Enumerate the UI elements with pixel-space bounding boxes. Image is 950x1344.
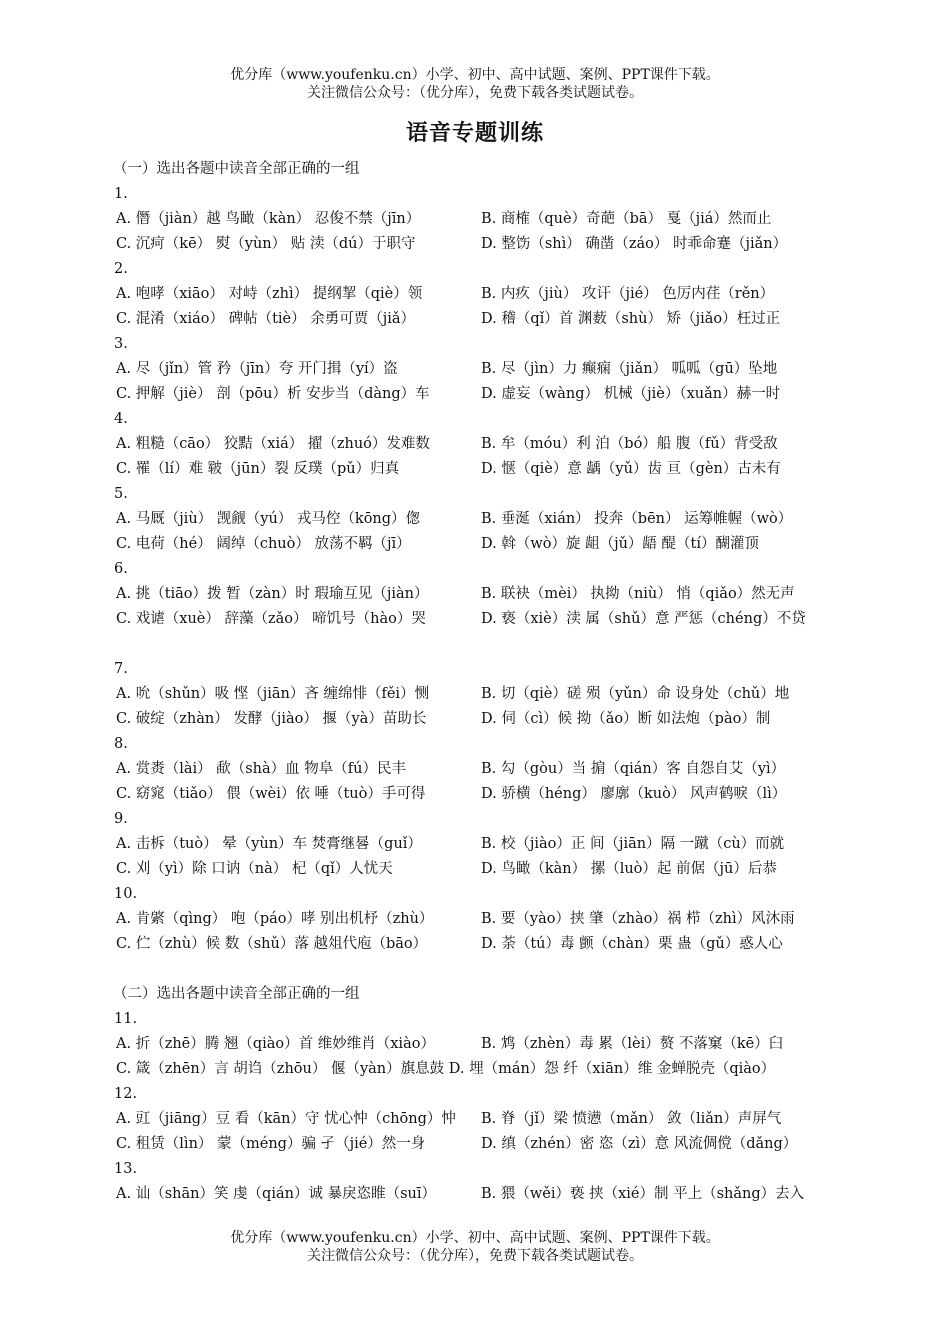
question-6-option-b: B. 联袂（mèi） 执拗（niù） 悄（qiǎo）然无声 xyxy=(481,586,795,602)
question-6-option-d: D. 亵（xiè）渎 属（shǔ）意 严惩（chéng）不贷 xyxy=(481,611,806,627)
question-8-option-c: C. 窈窕（tiǎo） 偎（wèi）依 唾（tuò）手可得 xyxy=(116,786,426,802)
question-1-option-c: C. 沉疴（kē） 熨（yùn） 贴 渎（dú）于职守 xyxy=(116,236,416,252)
question-8-option-d: D. 骄横（héng） 廖廓（kuò） 风声鹤唳（lì） xyxy=(481,786,787,802)
header-line-2: 关注微信公众号：（优分库），免费下载各类试题试卷。 xyxy=(307,85,643,101)
question-8-option-a: A. 赏赉（lài） 歃（shà）血 物阜（fú）民丰 xyxy=(116,761,406,777)
question-1-number: 1. xyxy=(114,186,128,202)
question-10-option-a: A. 肯綮（qìng） 咆（páo）哮 别出机杼（zhù） xyxy=(116,911,434,927)
question-13-row-ab xyxy=(113,1182,853,1207)
question-5-option-b: B. 垂涎（xián） 投奔（bēn） 运筹帷幄（wò） xyxy=(481,511,793,527)
question-12-row-ab xyxy=(113,1107,853,1132)
document-body xyxy=(113,157,853,1207)
question-10-row-cd xyxy=(113,932,853,957)
question-12-option-a: A. 豇（jiāng）豆 看（kān）守 忧心忡（chōng）忡 xyxy=(116,1111,456,1127)
question-6-option-c: C. 戏谑（xuè） 辞藻（zǎo） 啼饥号（hào）哭 xyxy=(116,611,426,627)
question-7-row-cd xyxy=(113,707,853,732)
page-footer xyxy=(0,1229,950,1265)
question-9-row-ab xyxy=(113,832,853,857)
question-6-number: 6. xyxy=(114,561,128,577)
question-10-option-b: B. 要（yào）挟 肇（zhào）祸 栉（zhì）风沐雨 xyxy=(481,911,795,927)
question-5-number: 5. xyxy=(114,486,128,502)
header-line-1: 优分库（www.youfenku.cn）小学、初中、高中试题、案例、PPT课件下载。 xyxy=(230,67,720,83)
question-8-number: 8. xyxy=(114,736,128,752)
question-12-option-b: B. 脊（jǐ）梁 愤懑（mǎn） 敛（liǎn）声屏气 xyxy=(481,1111,782,1127)
question-11-row-ab xyxy=(113,1032,853,1057)
question-9-option-a: A. 击柝（tuò） 晕（yùn）车 焚膏继晷（guǐ） xyxy=(116,836,422,852)
question-7-row-ab xyxy=(113,682,853,707)
question-2-option-c: C. 混淆（xiáo） 碑帖（tiè） 余勇可贾（jiǎ） xyxy=(116,311,416,327)
question-9-option-d: D. 鸟瞰（kàn） 摞（luò）起 前倨（jū）后恭 xyxy=(481,861,777,877)
question-3-number: 3. xyxy=(114,336,128,352)
page-header xyxy=(0,66,950,102)
footer-line-1: 优分库（www.youfenku.cn）小学、初中、高中试题、案例、PPT课件下载。 xyxy=(230,1230,720,1246)
question-10-number: 10. xyxy=(114,886,138,902)
question-8-option-b: B. 勾（gòu）当 掮（qián）客 自怨自艾（yì） xyxy=(481,761,786,777)
question-4-option-b: B. 牟（móu）利 泊（bó）船 腹（fǔ）背受敌 xyxy=(481,436,778,452)
question-1-option-d: D. 整饬（shì） 确凿（záo） 时乖命蹇（jiǎn） xyxy=(481,236,788,252)
question-10-row-ab xyxy=(113,907,853,932)
question-11-option-b: B. 鸩（zhèn）毒 累（lèi）赘 不落窠（kē）臼 xyxy=(481,1036,784,1052)
question-8-row-ab xyxy=(113,757,853,782)
question-11-row-cd: C. 箴（zhēn）言 胡诌（zhōu） 偃（yàn）旗息鼓 D. 埋（mán）怨 纤（xiān）维 金蝉脱壳（qiào） xyxy=(116,1061,776,1077)
question-10-option-c: C. 伫（zhù）候 数（shǔ）落 越俎代庖（bāo） xyxy=(116,936,428,952)
question-4-number: 4. xyxy=(114,411,128,427)
footer-line-2: 关注微信公众号：（优分库），免费下载各类试题试卷。 xyxy=(307,1248,643,1264)
section-1-title: （一）选出各题中读音全部正确的一组 xyxy=(113,161,360,177)
question-5-option-d: D. 斡（wò）旋 龃（jǔ）龉 醍（tí）醐灌顶 xyxy=(481,536,759,552)
question-2-number: 2. xyxy=(114,261,128,277)
question-5-option-c: C. 电荷（hé） 阔绰（chuò） 放荡不羁（jī） xyxy=(116,536,411,552)
question-2-row-cd xyxy=(113,307,853,332)
question-7-option-b: B. 切（qiè）磋 殒（yǔn）命 设身处（chǔ）地 xyxy=(481,686,790,702)
question-11-option-a: A. 折（zhē）腾 翘（qiào）首 维妙维肖（xiào） xyxy=(116,1036,435,1052)
question-9-number: 9. xyxy=(114,811,128,827)
question-3-row-ab xyxy=(113,357,853,382)
question-4-option-a: A. 粗糙（cāo） 狡黠（xiá） 擢（zhuó）发难数 xyxy=(116,436,430,452)
question-8-row-cd xyxy=(113,782,853,807)
question-3-row-cd xyxy=(113,382,853,407)
question-5-row-cd xyxy=(113,532,853,557)
question-4-option-c: C. 罹（lí）难 皲（jūn）裂 反璞（pǔ）归真 xyxy=(116,461,400,477)
question-6-row-ab xyxy=(113,582,853,607)
question-10-option-d: D. 荼（tú）毒 颤（chàn）栗 蛊（gǔ）惑人心 xyxy=(481,936,783,952)
question-3-option-a: A. 尽（jǐn）管 矜（jīn）夸 开门揖（yí）盗 xyxy=(116,361,398,377)
question-13-option-a: A. 讪（shān）笑 虔（qián）诚 暴戾恣睢（suī） xyxy=(116,1186,436,1202)
question-12-option-c: C. 租赁（lìn） 蒙（méng）骗 孑（jié）然一身 xyxy=(116,1136,426,1152)
question-9-row-cd xyxy=(113,857,853,882)
question-9-option-b: B. 校（jiào）正 间（jiān）隔 一蹴（cù）而就 xyxy=(481,836,785,852)
question-3-option-b: B. 尽（jìn）力 癫痫（jiǎn） 呱呱（gū）坠地 xyxy=(481,361,778,377)
question-4-option-d: D. 惬（qiè）意 龋（yǔ）齿 亘（gèn）古未有 xyxy=(481,461,781,477)
question-7-option-d: D. 伺（cì）候 拗（ǎo）断 如法炮（pào）制 xyxy=(481,711,771,727)
question-7-option-a: A. 吮（shǔn）吸 悭（jiān）吝 缠绵悱（fěi）恻 xyxy=(116,686,430,702)
question-4-row-cd xyxy=(113,457,853,482)
question-5-option-a: A. 马厩（jiù） 觊觎（yú） 戎马倥（kōng）偬 xyxy=(116,511,421,527)
question-12-row-cd xyxy=(113,1132,853,1157)
question-1-row-ab xyxy=(113,207,853,232)
question-4-row-ab xyxy=(113,432,853,457)
question-12-option-d: D. 缜（zhén）密 恣（zì）意 风流倜傥（dǎng） xyxy=(481,1136,798,1152)
question-11-number: 11. xyxy=(114,1011,138,1027)
question-1-option-a: A. 僭（jiàn）越 鸟瞰（kàn） 忍俊不禁（jīn） xyxy=(116,211,421,227)
question-12-number: 12. xyxy=(114,1086,138,1102)
question-1-option-b: B. 商榷（què）奇葩（bā） 戛（jiá）然而止 xyxy=(481,211,772,227)
question-9-option-c: C. 刈（yì）除 口讷（nà） 杞（qǐ）人忧天 xyxy=(116,861,393,877)
blank-line xyxy=(113,632,853,657)
question-2-row-ab xyxy=(113,282,853,307)
question-1-row-cd xyxy=(113,232,853,257)
question-2-option-d: D. 稽（qǐ）首 渊薮（shù） 矫（jiǎo）枉过正 xyxy=(481,311,781,327)
question-5-row-ab xyxy=(113,507,853,532)
question-3-option-d: D. 虚妄（wàng） 机械（jiè）（xuǎn）赫一时 xyxy=(481,386,781,402)
section-2-title: （二）选出各题中读音全部正确的一组 xyxy=(113,986,360,1002)
question-6-option-a: A. 挑（tiāo）拨 暂（zàn）时 瑕瑜互见（jiàn） xyxy=(116,586,429,602)
question-13-option-b: B. 猥（wěi）亵 挟（xié）制 平上（shǎng）去入 xyxy=(481,1186,805,1202)
question-2-option-a: A. 咆哮（xiāo） 对峙（zhì） 提纲挈（qiè）领 xyxy=(116,286,423,302)
question-2-option-b: B. 内疚（jiù） 攻讦（jié） 色厉内荏（rěn） xyxy=(481,286,775,302)
page-title: 语音专题训练 xyxy=(405,120,544,146)
question-3-option-c: C. 押解（jiè） 剖（pōu）析 安步当（dàng）车 xyxy=(116,386,430,402)
question-7-option-c: C. 破绽（zhàn） 发酵（jiào） 揠（yà）苗助长 xyxy=(116,711,427,727)
question-13-number: 13. xyxy=(114,1161,138,1177)
blank-line xyxy=(113,957,853,982)
question-7-number: 7. xyxy=(114,661,128,677)
question-6-row-cd xyxy=(113,607,853,632)
